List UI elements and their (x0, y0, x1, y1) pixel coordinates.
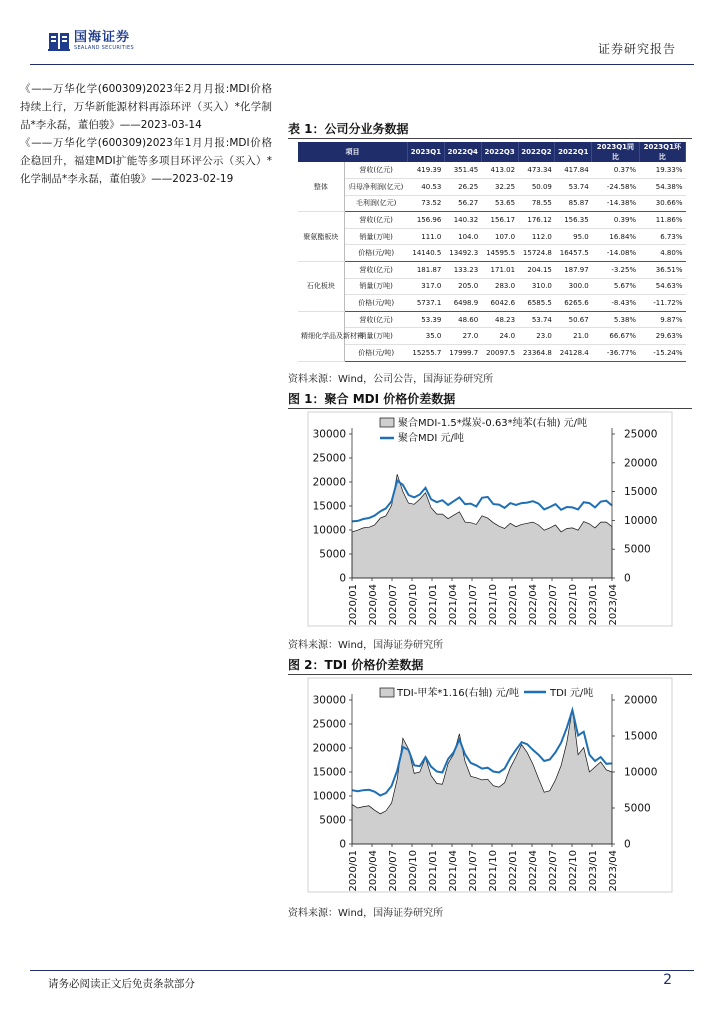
left-tick-label: 25000 (312, 452, 346, 465)
value-cell: 156.96 (408, 212, 445, 229)
metric-cell: 毛利润(亿元) (344, 195, 407, 212)
value-cell: 17999.7 (444, 345, 481, 362)
x-tick-label: 2023/04 (608, 850, 619, 892)
value-cell: 73.52 (408, 195, 445, 212)
value-cell: 48.60 (444, 311, 481, 328)
company-logo (48, 30, 134, 52)
metric-cell: 销量(万吨) (344, 328, 407, 345)
x-tick-label: 2021/10 (488, 584, 499, 626)
value-cell: 133.23 (444, 262, 481, 279)
value-cell: -14.08% (592, 245, 639, 262)
table-row (298, 228, 686, 245)
left-tick-label: 30000 (312, 428, 346, 441)
x-tick-label: 2020/07 (388, 850, 399, 892)
left-tick-label: 0 (339, 838, 346, 851)
metric-cell: 营收(亿元) (344, 262, 407, 279)
header-cell: 2022Q4 (444, 142, 481, 162)
spread-area-series (352, 474, 612, 578)
legend-line-label: 聚合MDI 元/吨 (398, 433, 464, 444)
left-tick-label: 10000 (312, 524, 346, 537)
value-cell: 0.39% (592, 212, 639, 229)
value-cell: 66.67% (592, 328, 639, 345)
figure2-title-rule (288, 674, 692, 675)
value-cell: 204.15 (518, 262, 555, 279)
logo-chinese-name: 国海证券 (74, 30, 131, 45)
value-cell: 24.0 (481, 328, 518, 345)
x-tick-label: 2020/04 (368, 584, 379, 626)
mdi-price-spread-chart (288, 410, 692, 632)
value-cell: 14140.5 (408, 245, 445, 262)
table-row (298, 195, 686, 212)
table-row (298, 162, 686, 179)
x-tick-label: 2023/04 (608, 584, 619, 626)
left-tick-label: 20000 (312, 742, 346, 755)
value-cell: 5.67% (592, 278, 639, 295)
value-cell: 50.67 (555, 311, 592, 328)
x-tick-label: 2021/04 (448, 850, 459, 892)
table-row (298, 262, 686, 279)
right-tick-label: 5000 (624, 543, 651, 556)
x-tick-label: 2023/01 (588, 584, 599, 626)
value-cell: 15255.7 (408, 345, 445, 362)
segment-cell: 整体 (298, 162, 344, 212)
metric-cell: 价格(元/吨) (344, 295, 407, 312)
value-cell: 283.0 (481, 278, 518, 295)
value-cell: 78.55 (518, 195, 555, 212)
right-tick-label: 20000 (624, 694, 658, 707)
value-cell: 27.0 (444, 328, 481, 345)
x-tick-label: 2021/07 (468, 850, 479, 892)
segment-cell: 聚氨酯板块 (298, 212, 344, 262)
value-cell: 16.84% (592, 228, 639, 245)
value-cell: 53.39 (408, 311, 445, 328)
page-number: 2 (663, 972, 672, 988)
value-cell: 11.86% (639, 212, 685, 229)
value-cell: 48.23 (481, 311, 518, 328)
value-cell: 14595.5 (481, 245, 518, 262)
x-tick-label: 2021/01 (428, 584, 439, 626)
header-cell: 项目 (298, 142, 408, 162)
report-type-label: 证券研究报告 (597, 42, 676, 56)
value-cell: 54.63% (639, 278, 685, 295)
value-cell: 171.01 (481, 262, 518, 279)
figure1-source: 资料来源：Wind，国海证券研究所 (288, 640, 444, 651)
metric-cell: 价格(元/吨) (344, 245, 407, 262)
value-cell: 85.87 (555, 195, 592, 212)
header-cell: 2022Q3 (481, 142, 518, 162)
left-tick-label: 20000 (312, 476, 346, 489)
metric-cell: 销量(万吨) (344, 228, 407, 245)
right-tick-label: 10000 (624, 514, 658, 527)
value-cell: 473.34 (518, 162, 555, 179)
value-cell: 56.27 (444, 195, 481, 212)
table-row (298, 278, 686, 295)
value-cell: -24.58% (592, 179, 639, 196)
table-row (298, 212, 686, 229)
value-cell: 417.84 (555, 162, 592, 179)
value-cell: 300.0 (555, 278, 592, 295)
business-data-table (298, 142, 686, 362)
x-tick-label: 2023/01 (588, 850, 599, 892)
value-cell: -11.72% (639, 295, 685, 312)
value-cell: 30.66% (639, 195, 685, 212)
value-cell: 176.12 (518, 212, 555, 229)
value-cell: -14.38% (592, 195, 639, 212)
x-tick-label: 2020/10 (408, 584, 419, 626)
x-tick-label: 2020/10 (408, 850, 419, 892)
x-tick-label: 2022/07 (548, 584, 559, 626)
right-tick-label: 15000 (624, 486, 658, 499)
left-tick-label: 30000 (312, 694, 346, 707)
left-tick-label: 25000 (312, 718, 346, 731)
value-cell: 0.37% (592, 162, 639, 179)
table1-title-rule (288, 138, 692, 139)
value-cell: 4.80% (639, 245, 685, 262)
x-tick-label: 2022/01 (508, 850, 519, 892)
figure2-title: 图 2：TDI 价格价差数据 (288, 658, 424, 672)
left-tick-label: 5000 (319, 814, 346, 827)
spread-area-series (352, 709, 612, 844)
logo-english-name: SEALAND SECURITIES (74, 45, 134, 51)
x-tick-label: 2021/01 (428, 850, 439, 892)
tdi-price-spread-chart (288, 676, 692, 898)
value-cell: 19.33% (639, 162, 685, 179)
value-cell: 6585.5 (518, 295, 555, 312)
table-header-row (298, 142, 686, 162)
x-tick-label: 2020/07 (388, 584, 399, 626)
metric-cell: 营收(亿元) (344, 212, 407, 229)
value-cell: 111.0 (408, 228, 445, 245)
value-cell: 107.0 (481, 228, 518, 245)
x-tick-label: 2022/01 (508, 584, 519, 626)
value-cell: 95.0 (555, 228, 592, 245)
value-cell: 6042.6 (481, 295, 518, 312)
disclaimer-note: 请务必阅读正文后免责条款部分 (48, 978, 195, 990)
table1-source: 资料来源：Wind，公司公告，国海证券研究所 (288, 374, 494, 385)
x-tick-label: 2022/10 (568, 584, 579, 626)
value-cell: 23.0 (518, 328, 555, 345)
header-cell: 2023Q1 (408, 142, 445, 162)
x-tick-label: 2020/01 (348, 850, 359, 892)
table-row (298, 179, 686, 196)
value-cell: 156.35 (555, 212, 592, 229)
x-tick-label: 2022/10 (568, 850, 579, 892)
table-row (298, 245, 686, 262)
table-row (298, 295, 686, 312)
right-tick-label: 20000 (624, 457, 658, 470)
header-cell: 2023Q1同比 (592, 142, 639, 162)
right-tick-label: 10000 (624, 766, 658, 779)
value-cell: 205.0 (444, 278, 481, 295)
left-tick-label: 5000 (319, 548, 346, 561)
value-cell: 54.38% (639, 179, 685, 196)
value-cell: 6498.9 (444, 295, 481, 312)
x-tick-label: 2022/07 (548, 850, 559, 892)
value-cell: 16457.5 (555, 245, 592, 262)
value-cell: 15724.8 (518, 245, 555, 262)
value-cell: 36.51% (639, 262, 685, 279)
value-cell: 112.0 (518, 228, 555, 245)
legend-line-label: TDI 元/吨 (550, 688, 594, 699)
figure2-source: 资料来源：Wind，国海证券研究所 (288, 908, 444, 919)
value-cell: -36.77% (592, 345, 639, 362)
value-cell: 50.09 (518, 179, 555, 196)
value-cell: 5.38% (592, 311, 639, 328)
figure1-title-rule (288, 408, 692, 409)
value-cell: 156.17 (481, 212, 518, 229)
value-cell: 26.25 (444, 179, 481, 196)
value-cell: -15.24% (639, 345, 685, 362)
legend-area-swatch (380, 688, 394, 697)
related-report-2: 《——万华化学(600309)2023年1月月报:MDI价格企稳回升，福建MDI扩能等多项目环评公示（买入）*化学制品*李永磊，董伯骏》——2023-02-19 (20, 137, 272, 185)
value-cell: 29.63% (639, 328, 685, 345)
left-tick-label: 15000 (312, 500, 346, 513)
table-row (298, 311, 686, 328)
value-cell: 35.0 (408, 328, 445, 345)
left-tick-label: 10000 (312, 790, 346, 803)
related-reports (20, 80, 272, 188)
footer-divider (30, 970, 694, 971)
value-cell: 6.73% (639, 228, 685, 245)
right-tick-label: 25000 (624, 428, 658, 441)
right-tick-label: 0 (624, 572, 631, 585)
value-cell: 310.0 (518, 278, 555, 295)
value-cell: 53.65 (481, 195, 518, 212)
metric-cell: 归母净利润(亿元) (344, 179, 407, 196)
header-divider (30, 64, 694, 65)
x-tick-label: 2021/10 (488, 850, 499, 892)
value-cell: 104.0 (444, 228, 481, 245)
value-cell: 187.97 (555, 262, 592, 279)
legend-area-label: 聚合MDI-1.5*煤炭-0.63*纯苯(右轴) 元/吨 (398, 418, 588, 429)
x-tick-label: 2020/01 (348, 584, 359, 626)
header-cell: 2023Q1环比 (639, 142, 685, 162)
sealand-logo-icon (48, 30, 70, 52)
value-cell: 53.74 (518, 311, 555, 328)
value-cell: 13492.3 (444, 245, 481, 262)
value-cell: 351.45 (444, 162, 481, 179)
legend-area-label: TDI-甲苯*1.16(右轴) 元/吨 (397, 688, 519, 699)
value-cell: 21.0 (555, 328, 592, 345)
right-tick-label: 0 (624, 838, 631, 851)
value-cell: -8.43% (592, 295, 639, 312)
value-cell: 6265.6 (555, 295, 592, 312)
value-cell: 181.87 (408, 262, 445, 279)
value-cell: -3.25% (592, 262, 639, 279)
x-tick-label: 2021/07 (468, 584, 479, 626)
left-tick-label: 15000 (312, 766, 346, 779)
value-cell: 20097.5 (481, 345, 518, 362)
header-cell: 2022Q2 (518, 142, 555, 162)
segment-cell: 精细化学品及新材料 (298, 311, 344, 361)
value-cell: 40.53 (408, 179, 445, 196)
x-tick-label: 2022/04 (528, 850, 539, 892)
value-cell: 5737.1 (408, 295, 445, 312)
value-cell: 140.32 (444, 212, 481, 229)
metric-cell: 价格(元/吨) (344, 345, 407, 362)
value-cell: 9.87% (639, 311, 685, 328)
metric-cell: 营收(亿元) (344, 162, 407, 179)
value-cell: 317.0 (408, 278, 445, 295)
right-tick-label: 5000 (624, 802, 651, 815)
left-tick-label: 0 (339, 572, 346, 585)
header-cell: 2022Q1 (555, 142, 592, 162)
metric-cell: 营收(亿元) (344, 311, 407, 328)
table-row (298, 345, 686, 362)
segment-cell: 石化板块 (298, 262, 344, 312)
value-cell: 413.02 (481, 162, 518, 179)
related-report-1: 《——万华化学(600309)2023年2月月报:MDI价格持续上行，万华新能源材料再添环评（买入）*化学制品*李永磊，董伯骏》——2023-03-14 (20, 83, 272, 131)
value-cell: 53.74 (555, 179, 592, 196)
figure1-title: 图 1：聚合 MDI 价格价差数据 (288, 392, 456, 406)
legend-area-swatch (380, 418, 394, 427)
value-cell: 24128.4 (555, 345, 592, 362)
x-tick-label: 2020/04 (368, 850, 379, 892)
metric-cell: 销量(万吨) (344, 278, 407, 295)
table1-title: 表 1：公司分业务数据 (288, 122, 409, 136)
value-cell: 419.39 (408, 162, 445, 179)
right-tick-label: 15000 (624, 730, 658, 743)
x-tick-label: 2022/04 (528, 584, 539, 626)
value-cell: 32.25 (481, 179, 518, 196)
x-tick-label: 2021/04 (448, 584, 459, 626)
value-cell: 23364.8 (518, 345, 555, 362)
